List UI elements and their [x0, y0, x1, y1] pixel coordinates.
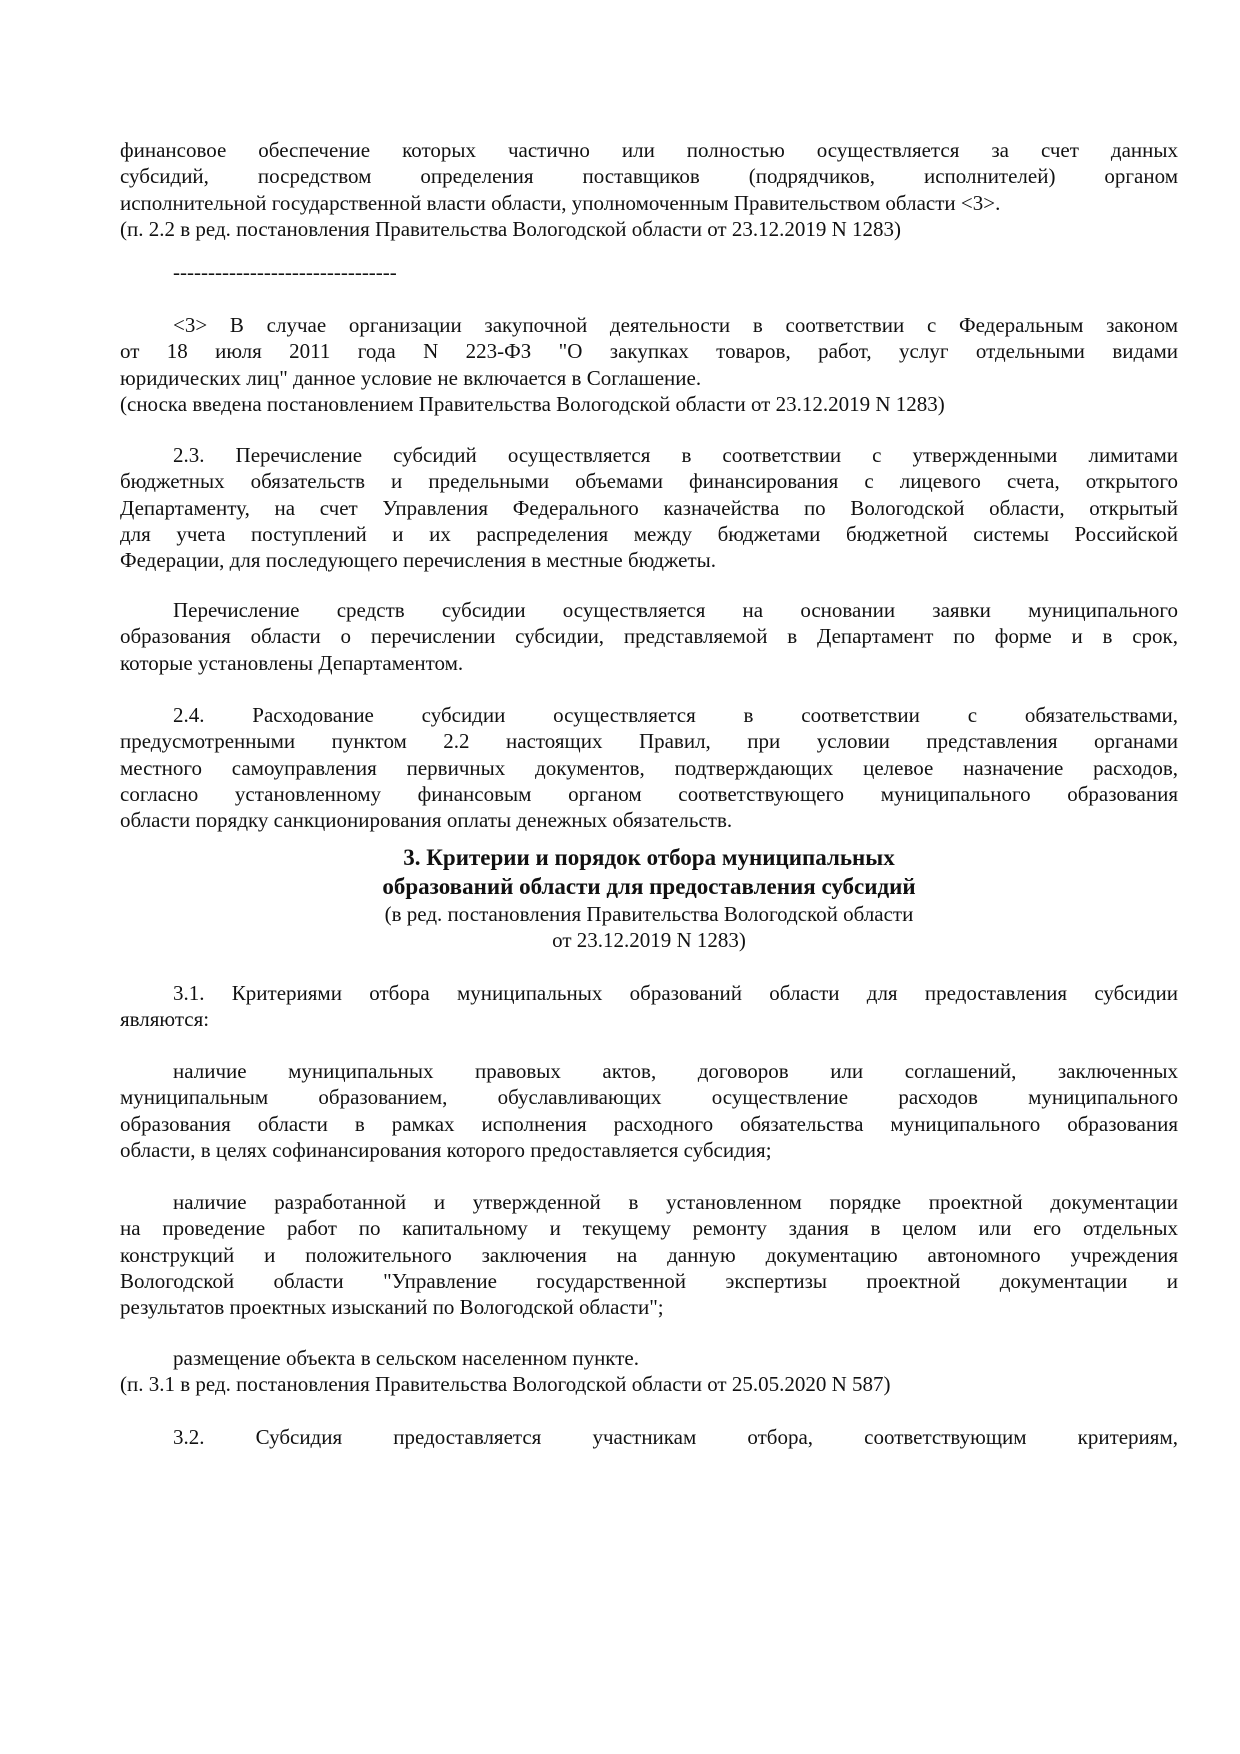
text-line: являются:	[120, 1007, 210, 1032]
text-line: области, в целях софинансирования которого предоставляется субсидия;	[120, 1137, 772, 1162]
text-line: размещение объекта в сельском населенном пункте.	[173, 1346, 639, 1370]
text-line: Федерации, для последующего перечисления в местные бюджеты.	[120, 548, 717, 573]
text-line: 2.4. Расходование субсидии осуществляется в соответствии с обязательствами,	[173, 703, 1178, 727]
text-line: образования области о перечислении субсидии, представляемой в Департамент по форме и в срок,	[120, 624, 1178, 649]
edit-note	[120, 216, 1178, 242]
paragraph-transfer	[120, 597, 1178, 676]
heading-note: (в ред. постановления Правительства Вологодской области	[384, 901, 914, 926]
footnote-separator	[120, 259, 1178, 285]
text-line: 2.3. Перечисление субсидий осуществляется в соответствии с утвержденными лимитами	[173, 443, 1178, 467]
section-heading	[120, 845, 1178, 953]
text-line: которые установлены Департаментом.	[120, 650, 464, 675]
text-line: наличие разработанной и утвержденной в установленном порядке проектной документации	[173, 1190, 1178, 1214]
text-line: результатов проектных изысканий по Вологодской области";	[120, 1295, 664, 1320]
text-line: конструкций и положительного заключения на данную документацию автономного учреждения	[120, 1242, 1178, 1267]
text-line: исполнительной государственной власти области, уполномоченным Правительством области <3>.	[120, 190, 1001, 215]
text-line: муниципальным образованием, обуславливающих осуществление расходов муниципального	[120, 1085, 1178, 1110]
text-line: (п. 3.1 в ред. постановления Правительства Вологодской области от 25.05.2020 N 587)	[120, 1372, 891, 1396]
text-line: для учета поступлений и их распределения между бюджетами бюджетной системы Российской	[120, 521, 1178, 546]
text-line: --------------------------------	[173, 260, 397, 284]
heading-note: от 23.12.2019 N 1283)	[552, 927, 746, 952]
footnote-note	[120, 391, 1178, 417]
heading-line: 3. Критерии и порядок отбора муниципальных	[403, 845, 895, 870]
paragraph-2-2-continued	[120, 137, 1178, 216]
footnote-3	[120, 312, 1178, 391]
text-line: наличие муниципальных правовых актов, договоров или соглашений, заключенных	[173, 1059, 1178, 1083]
text-line: 3.1. Критериями отбора муниципальных образований области для предоставления субсидии	[173, 981, 1178, 1005]
text-line: Вологодской области "Управление государственной экспертизы проектной документации и	[120, 1268, 1178, 1293]
text-line: предусмотренными пунктом 2.2 настоящих Правил, при условии представления органами	[120, 729, 1178, 754]
text-line: области порядку санкционирования оплаты денежных обязательств.	[120, 808, 733, 833]
paragraph-2-4	[120, 702, 1178, 833]
text-line: местного самоуправления первичных документов, подтверждающих целевое назначение расходов,	[120, 755, 1178, 780]
text-line: <3> В случае организации закупочной деятельности в соответствии с Федеральным законом	[173, 313, 1178, 337]
text-line: (п. 2.2 в ред. постановления Правительства Вологодской области от 23.12.2019 N 1283)	[120, 217, 902, 241]
criterion-1	[120, 1058, 1178, 1163]
paragraph-2-3	[120, 442, 1178, 573]
text-line: образования области в рамках исполнения расходного обязательства муниципального образования	[120, 1111, 1178, 1136]
criterion-3	[120, 1345, 1178, 1371]
heading-line: образований области для предоставления субсидий	[382, 874, 916, 900]
text-line: 3.2. Субсидия предоставляется участникам отбора, соответствующим критериям,	[173, 1425, 1178, 1449]
text-line: (сноска введена постановлением Правительства Вологодской области от 23.12.2019 N 1283)	[120, 392, 945, 416]
edit-note-3-1	[120, 1371, 1178, 1397]
paragraph-3-1	[120, 980, 1178, 1033]
text-line: Департаменту, на счет Управления Федерального казначейства по Вологодской области, открытый	[120, 495, 1178, 520]
text-line: бюджетных обязательств и предельными объемами финансирования с лицевого счета, открытого	[120, 469, 1178, 494]
text-line: финансовое обеспечение которых частично или полностью осуществляется за счет данных	[120, 138, 1178, 162]
text-line: Перечисление средств субсидии осуществляется на основании заявки муниципального	[173, 598, 1178, 622]
text-line: субсидий, посредством определения поставщиков (подрядчиков, исполнителей) органом	[120, 164, 1178, 189]
criterion-2	[120, 1189, 1178, 1320]
text-line: согласно установленному финансовым органом соответствующего муниципального образования	[120, 781, 1178, 806]
text-line: от 18 июля 2011 года N 223-ФЗ "О закупках товаров, работ, услуг отдельными видами	[120, 339, 1178, 364]
text-line: на проведение работ по капитальному и текущему ремонту здания в целом или его отдельных	[120, 1216, 1178, 1241]
paragraph-3-2	[120, 1424, 1178, 1450]
text-line: юридических лиц" данное условие не включается в Соглашение.	[120, 365, 702, 390]
